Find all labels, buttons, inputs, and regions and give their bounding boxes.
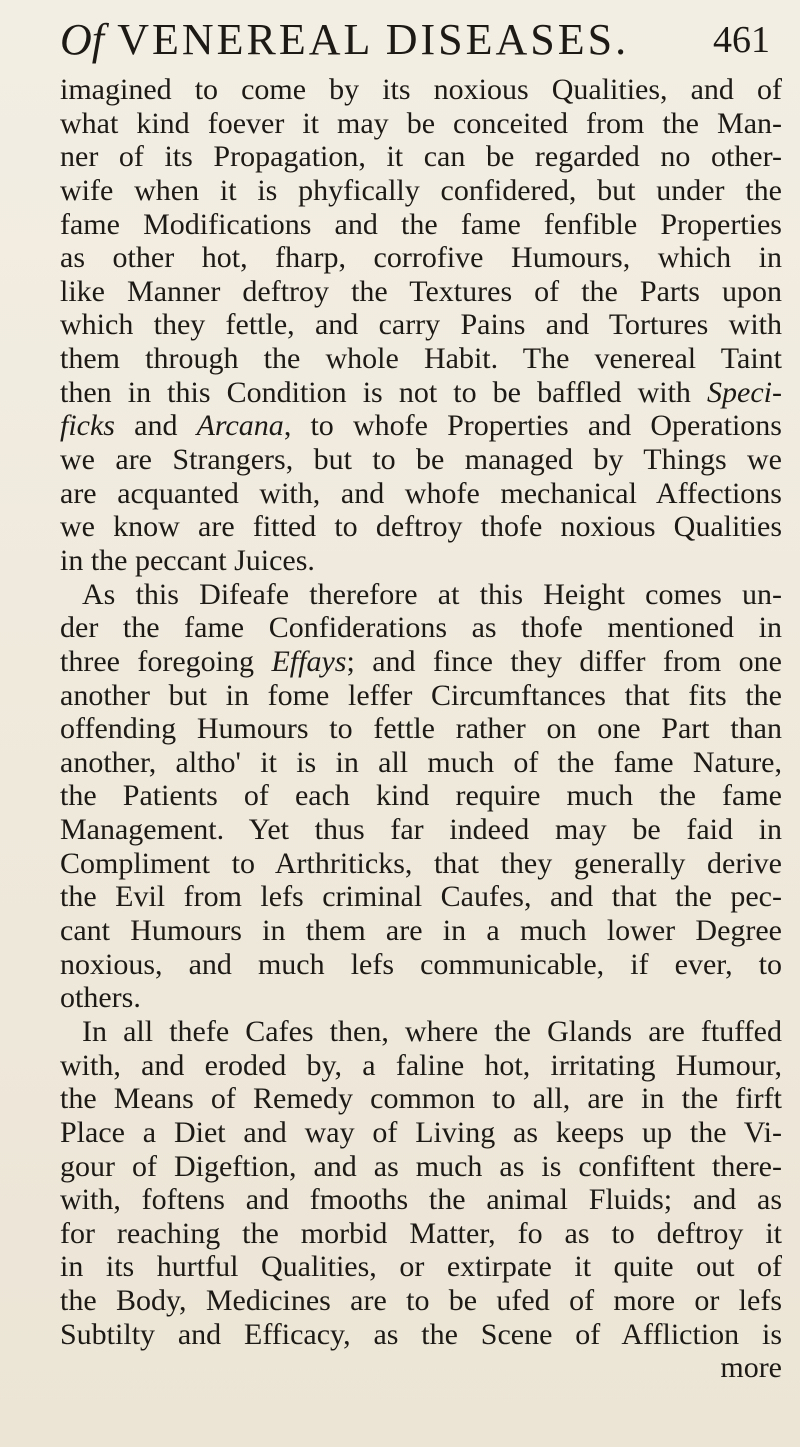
- text-line: [60, 914, 782, 948]
- text-run: which they fettle, and carry Pains and Tortures with: [60, 308, 782, 342]
- text-run: in its hurtful Qualities, or extirpate it quite out of: [60, 1250, 782, 1284]
- text-run: in the peccant Juices.: [60, 543, 315, 577]
- text-line: [60, 1284, 782, 1318]
- text-line: [60, 544, 782, 578]
- header-of: Of: [60, 15, 104, 64]
- text-run: wife when it is phyfically confidered, but under the: [60, 173, 782, 207]
- text-run: As this Difeafe therefore at this Height comes un-: [82, 577, 782, 611]
- text-line: [60, 1183, 782, 1217]
- text-run: fame Modifications and the fame fenfible Properties: [60, 207, 782, 241]
- text-line: [60, 275, 782, 309]
- text-line: [60, 376, 782, 410]
- text-line: [60, 1250, 782, 1284]
- text-run: Subtilty and Efficacy, as the Scene of Affliction is: [60, 1317, 782, 1351]
- text-run: and: [114, 409, 197, 443]
- text-line: [60, 208, 782, 242]
- text-line: [60, 1318, 782, 1352]
- text-line: [60, 813, 782, 847]
- text-line: [60, 1049, 782, 1083]
- text-line: [60, 1150, 782, 1184]
- text-line: [60, 73, 782, 107]
- text-line: [60, 779, 782, 813]
- text-run: the Patients of each kind require much the fame: [60, 779, 782, 813]
- text-italic: ficks: [60, 409, 115, 443]
- text-line: [60, 1116, 782, 1150]
- text-run: In all thefe Cafes then, where the Glands are ftuffed: [82, 1014, 782, 1048]
- text-run: what kind foever it may be conceited from the Man-: [60, 106, 782, 140]
- body-text: [60, 73, 782, 1385]
- text-line: [60, 443, 782, 477]
- text-line: [60, 645, 782, 679]
- text-run: cant Humours in them are in a much lower Degree: [60, 914, 782, 948]
- text-run: with, foftens and fmooths the animal Fluids; and as: [60, 1183, 782, 1217]
- text-line: [60, 342, 782, 376]
- text-line: [60, 510, 782, 544]
- text-run: noxious, and much lefs communicable, if ever, to: [60, 947, 782, 981]
- text-run: ; and fince they differ from one: [346, 644, 782, 678]
- header-title: VENEREAL DISEASES.: [104, 15, 630, 64]
- text-line: [60, 746, 782, 780]
- text-italic: Arcana: [196, 409, 284, 443]
- text-run: we are Strangers, but to be managed by Things we: [60, 443, 782, 477]
- text-run: the Body, Medicines are to be ufed of more or lefs: [60, 1284, 782, 1318]
- text-run: der the fame Confiderations as thofe mentioned in: [60, 611, 782, 645]
- text-line: [60, 1217, 782, 1251]
- running-header: [60, 10, 770, 70]
- text-line: [60, 679, 782, 713]
- text-run: imagined to come by its noxious Qualities, and of: [60, 73, 782, 106]
- text-line: [60, 308, 782, 342]
- text-run: are acquanted with, and whofe mechanical Affections: [60, 476, 782, 510]
- text-run: for reaching the morbid Matter, fo as to deftroy it: [60, 1216, 782, 1250]
- text-run: offending Humours to fettle rather on one Part than: [60, 712, 782, 746]
- text-run: Management. Yet thus far indeed may be faid in: [60, 813, 782, 847]
- page-number: 461: [713, 19, 770, 61]
- text-line: [60, 477, 782, 511]
- text-run: ner of its Propagation, it can be regarded no other-: [60, 140, 782, 174]
- text-run: , to whofe Properties and Operations: [283, 409, 782, 443]
- text-italic: Effays: [271, 644, 347, 678]
- text-line: [60, 140, 782, 174]
- text-line: [60, 712, 782, 746]
- text-run: three foregoing: [60, 644, 272, 678]
- text-run: Compliment to Arthriticks, that they generally derive: [60, 846, 782, 880]
- catchword: more: [720, 1351, 782, 1385]
- text-run: them through the whole Habit. The venereal Taint: [60, 342, 782, 376]
- text-italic: Speci-: [707, 375, 782, 409]
- text-run: with, and eroded by, a faline hot, irritating Humour,: [60, 1048, 782, 1082]
- text-run: the Evil from lefs criminal Caufes, and that the pec-: [60, 880, 782, 914]
- text-line: [60, 409, 782, 443]
- text-run: as other hot, fharp, corrofive Humours, which in: [60, 241, 782, 275]
- text-run: then in this Condition is not to be baffled with: [60, 375, 708, 409]
- text-line: [60, 880, 782, 914]
- text-line: [60, 1082, 782, 1116]
- text-line: [60, 174, 782, 208]
- text-run: Place a Diet and way of Living as keeps up the Vi-: [60, 1115, 782, 1149]
- text-line: [60, 948, 782, 982]
- text-line: [60, 847, 782, 881]
- text-run: another, altho' it is in all much of the fame Nature,: [60, 745, 782, 779]
- text-line: [60, 981, 782, 1015]
- text-line: [60, 578, 782, 612]
- text-line: [60, 107, 782, 141]
- text-run: like Manner deftroy the Textures of the Parts upon: [60, 274, 782, 308]
- text-run: we know are fitted to deftroy thofe noxious Qualities: [60, 510, 782, 544]
- text-run: gour of Digeftion, and as much as is confiftent there-: [60, 1149, 782, 1183]
- text-line: [60, 611, 782, 645]
- text-run: others.: [60, 981, 141, 1015]
- text-line: [60, 1015, 782, 1049]
- text-line: [60, 241, 782, 275]
- text-run: another but in fome leffer Circumftances that fits the: [60, 678, 782, 712]
- text-run: the Means of Remedy common to all, are in the firft: [60, 1082, 782, 1116]
